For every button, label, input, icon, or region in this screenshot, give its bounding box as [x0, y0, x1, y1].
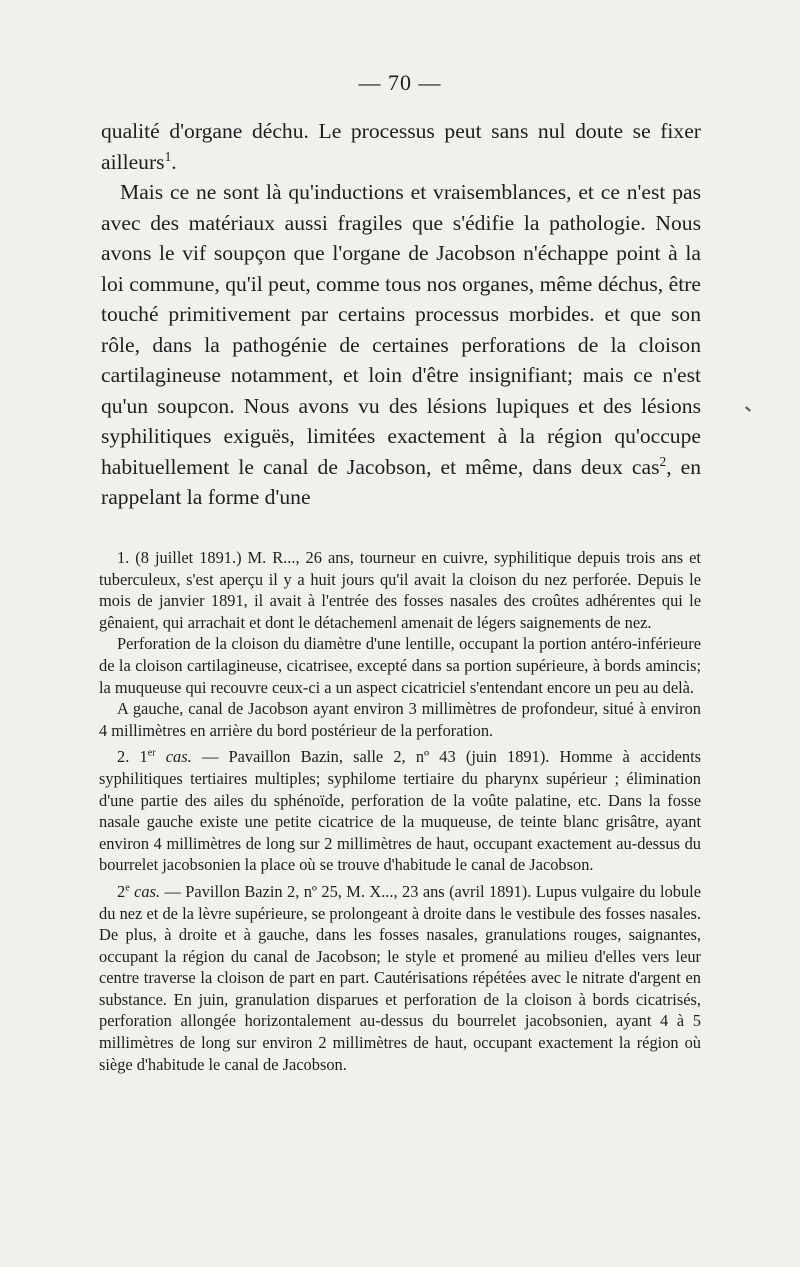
footnotes: [99, 547, 701, 1075]
footnote-2-text: — Pavaillon Bazin, salle 2, nº 43 (juin 1891). Homme à accidents syphilitiques tertiaires multiples; syphilome tertiaire du pharynx supérieur ; élimination d'une partie des ailes du sphénoïde, perforation de la voûte palatine, etc. Dans la fosse nasale gauche existe une petite cicatrice de la muqueuse, de teinte blanc grisâtre, ayant environ 4 millimètres de long sur 2 millimètres de haut, occupant exactement au-dessus du bourrelet jacobsonien la place où se trouve d'habitude le canal de Jacobson.: [99, 747, 701, 875]
body-paragraph-1-text: qualité d'organe déchu. Le processus peut sans nul doute se fixer ailleurs: [101, 119, 701, 174]
footnote-3-text: — Pavillon Bazin 2, nº 25, M. X..., 23 ans (avril 1891). Lupus vulgaire du lobule du nez et de la lèvre supérieure, se prolongeant à droite dans le vestibule des fosses nasales. De plus, à droite et à gauche, dans les fosses nasales, granulations rouges, saignantes, occupant la région du canal de Jacobson; le style et promené au milieu d'elles vers leur centre traverse la cloison de part en part. Cautérisations répétées avec le nitrate d'argent en substance. En juin, granulation disparues et perforation de la cloison à bords cicatrisés, perforation allongée horizontalement au-dessus du bourrelet jacobsonien, ayant 4 à 5 millimètres de long sur environ 2 millimètres de haut, occupant exactement la région où siège d'habitude le canal de Jacobson.: [99, 881, 701, 1074]
footnote-ref-1: 1: [164, 148, 172, 164]
footnote-1-paragraph-2: Perforation de la cloison du diamètre d'une lentille, occupant la portion antéro-inférieure de la cloison cartilagineuse, cicatrisee, excepté dans sa portion supérieure, à bords amincis; la muqueuse qui recouvre ceux-ci a un aspect cicatriciel s'entendant encore un peu au delà.: [99, 634, 701, 697]
footnote-1-paragraph-3: A gauche, canal de Jacobson ayant environ 3 millimètres de profondeur, situé à environ 4 millimètres en arrière du bord postérieur de la perforation.: [99, 699, 701, 740]
footnote-2-case-2: [99, 881, 701, 1075]
footnote-1-paragraph-1: 1. (8 juillet 1891.) M. R..., 26 ans, tourneur en cuivre, syphilitique depuis trois ans et tuberculeux, s'est aperçu il y a huit jours qu'il avait la cloison du nez perforée. Depuis le mois de janvier 1891, il avait à l'entrée des fosses nasales des croûtes adhérentes qui le gênaient, qui arrachait et dont le détachemenl amenait de légers saignements de nez.: [99, 548, 701, 632]
body-paragraph-2-text: Mais ce ne sont là qu'inductions et vraisemblances, et ce n'est pas avec des matériaux aussi fragiles que s'édifie la pathologie. Nous avons le vif soupçon que l'organe de Jacobson n'échappe point à la loi commune, qu'il peut, comme tous nos organes, même déchus, être touché primitivement par certains processus morbides. et que son rôle, dans la pathogénie de certaines perforations de la cloison cartilagineuse notamment, et loin d'être insignifiant; mais ce n'est qu'un soupcon. Nous avons vu des lésions lupiques et des lésions syphilitiques exiguës, limitées exactement à la région qu'occupe habituellement le canal de Jacobson, et même, dans deux cas: [101, 180, 701, 479]
footnote-2-case-1: [99, 746, 701, 876]
body-paragraph-1-tail: .: [171, 149, 177, 174]
footnote-3-ordinal: e: [125, 882, 130, 894]
footnote-3-number: 2: [117, 881, 126, 901]
stray-ink-mark: [745, 406, 751, 411]
body-paragraph-2-tail: , en rappelant la forme d'une: [101, 454, 701, 509]
footnote-3-case-label: cas.: [134, 881, 161, 901]
body-paragraph-1: [101, 116, 701, 177]
footnote-ref-2: 2: [659, 453, 667, 469]
body-text: [101, 116, 701, 513]
body-paragraph-2: [101, 177, 701, 513]
footnote-2-ordinal: er: [147, 747, 156, 759]
footnote-2-number: 2. 1: [117, 747, 148, 767]
page-number: — 70 —: [358, 70, 442, 95]
footnote-2-case-label: cas.: [165, 747, 192, 767]
